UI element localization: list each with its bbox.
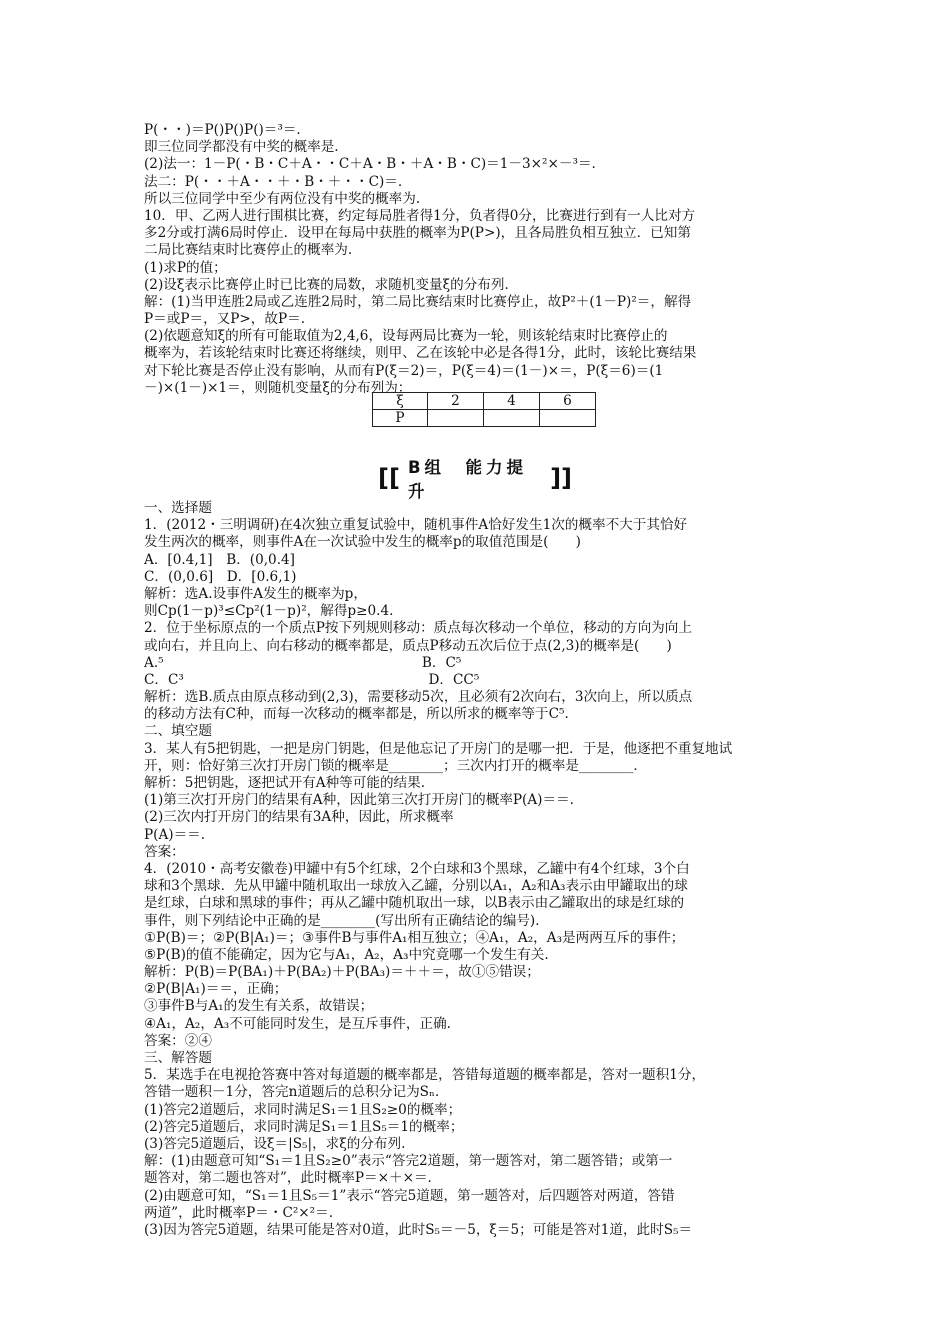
text-line: P＝或P＝，又P>，故P＝. — [144, 311, 306, 328]
table-header-xi: ξ — [373, 393, 428, 410]
text-line: 解析：P(B)＝P(BA₁)＋P(BA₂)＋P(BA₃)＝＋＋＝，故①⑤错误； — [144, 964, 540, 981]
text-line: ⑤P(B)的值不能确定，因为它与A₁，A₂，A₃中究竟哪一个发生有关. — [144, 946, 549, 963]
text-line: 两道”，此时概率P＝・C²×²＝. — [144, 1204, 334, 1221]
text-line: 一、选择题 — [144, 500, 212, 516]
text-line: (2)依题意知ξ的所有可能取值为2,4,6，设每两局比赛为一轮，则该轮结束时比赛停止的 — [144, 328, 668, 345]
text-line: 解析：选A.设事件A发生的概率为p， — [144, 585, 367, 602]
text-line: 的移动方法有C种，而每一次移动的概率都是，所以所求的概率等于C⁵. — [144, 706, 569, 723]
text-line: 答案： — [144, 843, 185, 860]
table-cell-empty — [540, 410, 596, 427]
text-line: ④A₁，A₂，A₃不可能同时发生，是互斥事件，正确. — [144, 1015, 451, 1032]
text-line: 10．甲、乙两人进行围棋比赛，约定每局胜者得1分，负者得0分，比赛进行到有一人比对方 — [144, 207, 696, 224]
text-line: (3)因为答完5道题，结果可能是答对0道，此时S₅＝－5，ξ＝5；可能是答对1道，此时S₅＝ — [144, 1221, 693, 1238]
text-line: 即三位同学都没有中奖的概率是. — [144, 139, 339, 156]
text-line: 二、填空题 — [144, 723, 212, 740]
text-line: 答错一题积－1分，答完n道题后的总积分记为Sₙ. — [144, 1084, 440, 1101]
text-line: ②P(B|A₁)＝＝，正确； — [144, 981, 288, 998]
text-line: (2)由题意可知，“S₁＝1且S₅＝1”表示“答完5道题，第一题答对，后四题答对两道，答错 — [144, 1187, 675, 1204]
text-line: (2)三次内打开房门的结果有3A种，因此，所求概率 — [144, 809, 454, 826]
text-line: 法二：P(・・＋A・・＋・B・＋・・C)＝. — [144, 173, 403, 190]
solution-text-part-a — [144, 122, 808, 397]
table-row — [373, 393, 596, 410]
text-line: ①P(B)＝；②P(B|A₁)＝；③事件B与事件A₁相互独立；④A₁，A₂，A₃是两两互斥的事件； — [144, 929, 685, 946]
text-line: C．(0,0.6] D．[0.6,1) — [144, 568, 297, 585]
text-line: －)×(1－)×1＝，则随机变量ξ的分布列为： — [144, 379, 412, 396]
text-line: (1)答完2道题后，求同时满足S₁＝1且S₂≥0的概率； — [144, 1101, 462, 1118]
text-line: 发生两次的概率，则事件A在一次试验中发生的概率p的取值范围是( ) — [144, 534, 581, 551]
text-line: 解：(1)当甲连胜2局或乙连胜2局时，第二局比赛结束时比赛停止，故P²＋(1－P)²＝，解得 — [144, 293, 692, 310]
table-cell-empty — [428, 410, 484, 427]
text-line: 多2分或打满6局时停止．设甲在每局中获胜的概率为P(P>)，且各局胜负相互独立．已知第 — [144, 225, 691, 242]
table-cell-empty — [484, 410, 540, 427]
section-header-b-group — [378, 458, 572, 501]
distribution-table — [372, 392, 596, 427]
text-line: 4．(2010・高考安徽卷)甲罐中有5个红球，2个白球和3个黑球，乙罐中有4个红球，3个白 — [144, 860, 690, 877]
text-line: 3．某人有5把钥匙，一把是房门钥匙，但是他忘记了开房门的是哪一把．于是，他逐把不重复地试 — [144, 740, 733, 757]
text-line: 2．位于坐标原点的一个质点P按下列规则移动：质点每次移动一个单位，移动的方向为向上 — [144, 620, 692, 637]
table-cell-value: 6 — [540, 393, 596, 410]
text-line: 答案：②④ — [144, 1032, 212, 1049]
text-line: (2)设ξ表示比赛停止时已比赛的局数，求随机变量ξ的分布列. — [144, 276, 509, 293]
text-line: 概率为，若该轮结束时比赛还将继续，则甲、乙在该轮中必是各得1分，此时，该轮比赛结果 — [144, 345, 697, 362]
text-line: 则Cp(1－p)³≤Cp²(1－p)²，解得p≥0.4. — [144, 603, 394, 620]
text-line: 解：(1)由题意可知“S₁＝1且S₂≥0”表示“答完2道题，第一题答对，第二题答错；或第一 — [144, 1153, 673, 1170]
table-cell-value: 4 — [484, 393, 540, 410]
text-line: 开，则：恰好第三次打开房门锁的概率是________；三次内打开的概率是________． — [144, 757, 647, 774]
text-line: 二局比赛结束时比赛停止的概率为. — [144, 242, 353, 259]
table-cell-value: 2 — [428, 393, 484, 410]
text-line: (1)第三次打开房门的结果有A种，因此第三次打开房门的概率P(A)＝＝. — [144, 792, 574, 809]
text-line: 事件，则下列结论中正确的是________(写出所有正确结论的编号)． — [144, 912, 549, 929]
text-line: 对下轮比赛是否停止没有影响，从而有P(ξ＝2)＝，P(ξ＝4)＝(1－)×＝，P(ξ＝6)＝(1 — [144, 362, 664, 379]
text-line: A．[0.4,1] B．(0,0.4] — [144, 551, 295, 568]
text-line: 三、解答题 — [144, 1050, 212, 1066]
text-line: C．C³ D．CC⁵ — [144, 671, 480, 688]
right-bracket-icon: ]] — [550, 464, 572, 492]
text-line: 1．(2012・三明调研)在4次独立重复试验中，随机事件A恰好发生1次的概率不大于其恰好 — [144, 517, 688, 534]
text-line: 或向右，并且向上、向右移动的概率都是，质点P移动五次后位于点(2,3)的概率是( ) — [144, 637, 672, 654]
section-title: B组 能力提升 — [407, 458, 528, 501]
text-line: 题答对，第二题也答对”，此时概率P＝×＋×＝. — [144, 1170, 432, 1187]
text-line: (2)答完5道题后，求同时满足S₁＝1且S₅＝1的概率； — [144, 1118, 464, 1135]
text-line: 解析：5把钥匙，逐把试开有A种等可能的结果. — [144, 775, 426, 791]
text-line: A.⁵ B．C⁵ — [144, 654, 462, 671]
table-row — [373, 410, 596, 427]
left-bracket-icon: [[ — [378, 464, 400, 492]
exercise-text-part-b — [144, 500, 808, 1239]
text-line: 球和3个黑球．先从甲罐中随机取出一球放入乙罐，分别以A₁，A₂和A₃表示由甲罐取出的球 — [144, 878, 688, 895]
text-line: P(・・)＝P()P()P()＝³＝. — [144, 122, 301, 138]
text-line: ③事件B与A₁的发生有关系，故错误； — [144, 998, 374, 1015]
text-line: (1)求P的值； — [144, 259, 227, 276]
text-line: (2)法一：1－P(・B・C＋A・・C＋A・B・＋A・B・C)＝1－3×²×－³＝. — [144, 156, 596, 173]
text-line: (3)答完5道题后，设ξ＝|S₅|，求ξ的分布列. — [144, 1135, 406, 1152]
text-line: P(A)＝＝. — [144, 826, 206, 843]
text-line: 解析：选B.质点由原点移动到(2,3)，需要移动5次，且必须有2次向右，3次向上，所以质点 — [144, 689, 693, 706]
table-header-p: P — [373, 410, 428, 427]
text-line: 是红球，白球和黑球的事件；再从乙罐中随机取出一球，以B表示由乙罐取出的球是红球的 — [144, 895, 685, 912]
text-line: 所以三位同学中至少有两位没有中奖的概率为. — [144, 190, 421, 207]
text-line: 5．某选手在电视抢答赛中答对每道题的概率都是，答错每道题的概率都是，答对一题积1分， — [144, 1067, 706, 1084]
